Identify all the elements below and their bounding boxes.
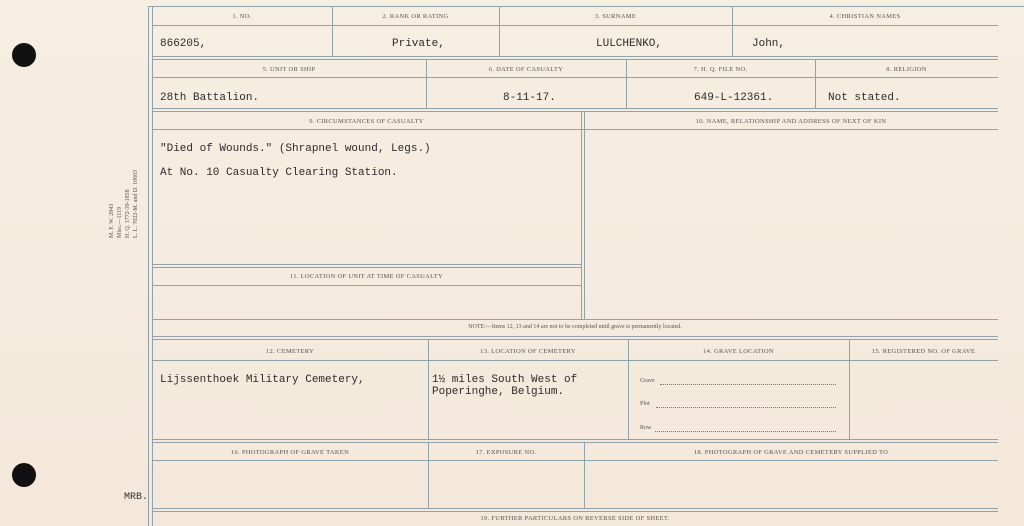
header-exposure: 17. EXPOSURE NO. bbox=[475, 449, 537, 456]
header-cemetery: 12. CEMETERY bbox=[265, 348, 315, 355]
rule bbox=[152, 508, 998, 509]
header-location-cemetery: 13. LOCATION OF CEMETERY bbox=[480, 348, 576, 355]
value-surname: LULCHENKO, bbox=[596, 38, 663, 50]
plot-label: Plot bbox=[640, 401, 650, 407]
header-christian-names: 4. CHRISTIAN NAMES bbox=[829, 13, 901, 20]
rule bbox=[152, 460, 998, 461]
header-rank: 2. RANK OR RATING bbox=[382, 13, 449, 20]
header-date-casualty: 6. DATE OF CASUALTY bbox=[488, 66, 564, 73]
form-code bbox=[108, 169, 140, 238]
header-surname: 3. SURNAME bbox=[594, 13, 637, 20]
punch-hole-top bbox=[12, 43, 36, 67]
value-unit: 28th Battalion. bbox=[160, 92, 260, 104]
header-photo-taken: 16. PHOTOGRAPH OF GRAVE TAKEN bbox=[230, 449, 350, 456]
grave-label: Grave bbox=[640, 378, 655, 384]
value-location-cemetery: 1½ miles South West of bbox=[432, 374, 578, 386]
rule bbox=[152, 129, 998, 130]
value-cemetery: Lijssenthoek Military Cemetery, bbox=[160, 374, 365, 386]
header-location-unit: 11. LOCATION OF UNIT AT TIME OF CASUALTY bbox=[289, 273, 444, 280]
rule bbox=[152, 319, 998, 320]
value-rank: Private, bbox=[392, 38, 445, 50]
form-code-line: M. F. W. 2843 bbox=[109, 203, 115, 238]
value-circumstances: "Died of Wounds." (Shrapnel wound, Legs.) bbox=[160, 143, 431, 155]
rule bbox=[152, 59, 998, 60]
form-code-line: L. L. 7022-M. and D. 10603 bbox=[133, 169, 139, 238]
rule bbox=[152, 439, 998, 440]
rule bbox=[152, 267, 581, 268]
rule bbox=[152, 442, 998, 443]
rule bbox=[152, 339, 998, 340]
rule bbox=[152, 336, 998, 337]
rule bbox=[152, 25, 998, 26]
row-dotted-line bbox=[655, 431, 836, 432]
form-code-line: H. Q. 1772-39-1858 bbox=[125, 189, 131, 238]
row-label: Row bbox=[640, 425, 652, 431]
value-religion: Not stated. bbox=[828, 92, 901, 104]
rule bbox=[152, 264, 581, 265]
clerk-initials: MRB. bbox=[124, 492, 149, 503]
rule bbox=[152, 56, 998, 57]
header-next-of-kin: 10. NAME, RELATIONSHIP AND ADDRESS OF NEXT OF KIN bbox=[695, 118, 887, 125]
rule bbox=[584, 111, 585, 319]
rule bbox=[152, 360, 998, 361]
value-date-casualty: 8-11-17. bbox=[503, 92, 556, 104]
value-christian-names: John, bbox=[752, 38, 786, 50]
rule bbox=[152, 77, 998, 78]
punch-hole-bottom bbox=[12, 463, 36, 487]
top-border bbox=[148, 6, 1024, 7]
rule bbox=[152, 285, 581, 286]
value-no: 866205, bbox=[160, 38, 207, 50]
header-religion: 8. RELIGION bbox=[886, 66, 927, 73]
left-border bbox=[152, 6, 153, 526]
header-further-particulars: 19. FURTHER PARTICULARS ON REVERSE SIDE OF SHEET. bbox=[480, 515, 670, 522]
value-location-cemetery-town: Poperinghe, Belgium. bbox=[432, 386, 565, 398]
form-code-line: Misc.—1119 bbox=[117, 206, 123, 238]
header-photo-supplied: 18. PHOTOGRAPH OF GRAVE AND CEMETERY SUPPLIED TO bbox=[693, 449, 889, 456]
header-hq-file: 7. H. Q. FILE NO. bbox=[693, 66, 748, 73]
header-circumstances: 9. CIRCUMSTANCES OF CASUALTY bbox=[309, 118, 424, 125]
grave-dotted-line bbox=[660, 384, 836, 385]
note-text: NOTE:—Items 12, 13 and 14 are not to be completed until grave is permanently located. bbox=[468, 324, 682, 330]
plot-dotted-line bbox=[656, 407, 836, 408]
header-grave-location: 14. GRAVE LOCATION bbox=[703, 348, 774, 355]
rule bbox=[152, 108, 998, 109]
left-border bbox=[148, 6, 149, 526]
header-unit: 5. UNIT OR SHIP bbox=[262, 66, 316, 73]
rule bbox=[581, 111, 582, 319]
header-no: 1. NO. bbox=[232, 13, 252, 20]
header-registered-no: 15. REGISTERED NO. OF GRAVE bbox=[871, 348, 976, 355]
rule bbox=[152, 111, 998, 112]
value-hq-file: 649-L-12361. bbox=[694, 92, 774, 104]
rule bbox=[152, 511, 998, 512]
value-circumstances-location: At No. 10 Casualty Clearing Station. bbox=[160, 167, 398, 179]
